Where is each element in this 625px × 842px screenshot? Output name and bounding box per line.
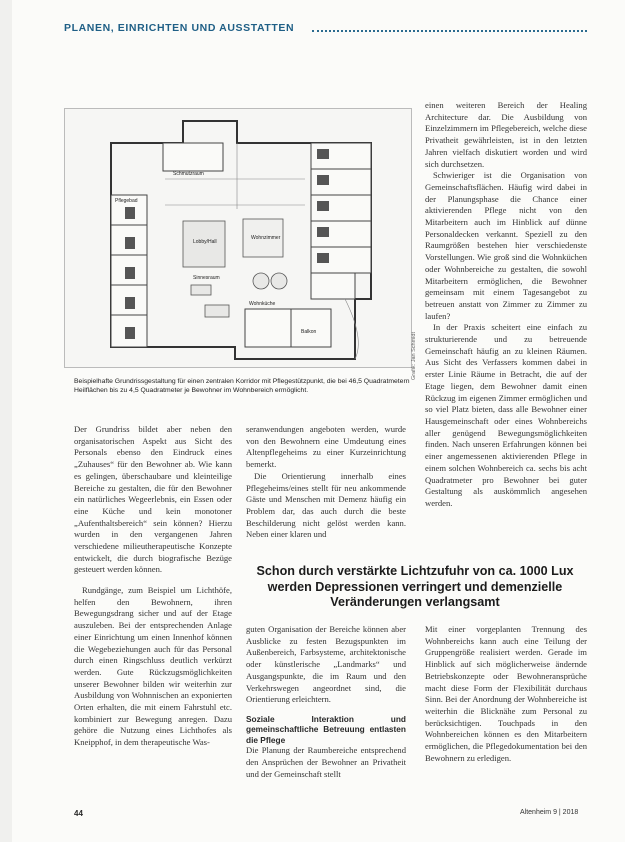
column-3-bottom (425, 624, 587, 764)
paragraph: Die Planung der Raumbereiche entsprechend den Ansprüchen der Bewohner an Privatheit und der Gemeinschaft stellt (246, 745, 406, 779)
plan-label-lobby: Lobby/Hall (193, 239, 217, 245)
paragraph: In der Praxis scheitert eine einfach zu strukturierende und zu betreuende Gemeinschaft häufig an zu kleinen Räumen. Aus Sicht des Verfassers kommen dabei in erster Linie Räume in Betracht, die auf der Etage liegen, dem Bewohner damit einen Rückzug im eigenen Zimmer ermöglichen und so viel Platz bieten, dass alle Bewohner einer Hausgemeinschaft oder eines Wohnbereichs aller genügend Bewegungsmöglichkeiten finden. Nach unseren Erfahrungen können bei einer angemessenen aktivierenden Pflege in einem solchen Wohnbereich ca. sechs bis acht Quadratmeter pro Bewohner bei guter Gestaltung als auskömmlich angesehen werden. (425, 322, 587, 508)
floor-plan-drawing (65, 109, 411, 367)
plan-label-balkon: Balkon (301, 329, 317, 335)
plan-label-wohnkueche: Wohnküche (249, 301, 276, 307)
column-3-top (425, 100, 587, 510)
figure-caption: Beispielhafte Grundrissgestaltung für einen zentralen Korridor mit Pflegestützpunkt, die bei 46,5 Quadratmetern Heilflächen bis zu 4,5 Quadratmeter je Bewohner im Wohnbereich ermöglicht. (74, 378, 410, 395)
image-credit: Grafik: Jan Schmidt (411, 332, 417, 380)
column-1-bottom (74, 585, 232, 749)
column-2-bottom (246, 624, 406, 781)
paragraph: einen weiteren Bereich der Healing Architecture dar. Die Ausbildung von Einzelzimmern im Pflegebereich, welche diese Privatheit gewährleisten, ist in den letzten Jahren vielfach diskutiert worden und wird sich durchsetzen. (425, 100, 587, 169)
column-1-top (74, 424, 232, 576)
paragraph: guten Organisation der Bereiche können aber Ausblicke zu festen Bezugspunkten im Außenbereich, Farbsysteme, architektonische oder künstlerische „Landmarks“ und Ausgangspunkte, die im Raum und den Verkehrswegen angeordnet sind, die Orientierung erleichtern. (246, 624, 406, 705)
plan-label-wohnzimmer: Wohnzimmer (251, 235, 281, 241)
paragraph: seranwendungen angeboten werden, wurde von den Bewohnern eine Umdeutung eines Altenpflegeheims zu einer Kurzeinrichtung bemerkt. (246, 424, 406, 470)
magazine-issue: Altenheim 9 | 2018 (520, 809, 579, 816)
plan-label-sinnesraum: Sinnesraum (193, 275, 220, 281)
plan-label-pflegebad: Pflegebad (115, 198, 138, 204)
paragraph: Mit einer vorgeplanten Trennung des Wohnbereichs kann auch eine Teilung der Gruppengröße realisiert werden. Gerade im Hinblick auf sich möglicherweise ändernde Betriebskonzepte oder Bewohneransprüche macht diese Form der Flexibilität durchaus Sinn. Bei der Anordnung der Wohnbereiche ist weiterhin die Blicknähe zum Personal zu berücksichtigen. Touchpads in den Wohnbereichen können es den Mitarbeitern ermöglichen, die Pflegedokumentation bei den Bewohnern zu erledigen. (425, 624, 587, 763)
paragraph: Rundgänge, zum Beispiel um Lichthöfe, helfen den Bewohnern, ihren Bewegungsdrang sicher und auf der Etage auszuleben. Bei der entsprechenden Anlage einer Einrichtung um einen Innenhof können die Wegebeziehungen auch für das Personal durch einen Ringschluss deutlich verkürzt werden. Gute Rückzugsmöglichkeiten unserer Bewohner bilden wir weiterhin zur Ausbildung von Wohnnischen an exponierten Orten erhalten, die mit einem Fahrstuhl etc. kombiniert zur Bewegung anregen. Dazu gehöre die Nutzung eines Lichthofes als Kneipphof, in dem therapeutische Was- (74, 585, 232, 748)
section-header: PLANEN, EINRICHTEN UND AUSSTATTEN (64, 22, 295, 34)
paragraph: Die Orientierung innerhalb eines Pflegeheims/eines stellt für neu ankommende Gäste und Menschen mit Demenz häufig ein Problem dar, das auch durch die beste Beschilderung nicht gelöst werden kann. Neben einer klaren und (246, 470, 406, 540)
floor-plan-figure (64, 108, 412, 368)
plan-label-schmutzraum: Schmutzraum (173, 171, 204, 177)
paragraph: Schwieriger ist die Organisation von Gemeinschaftsflächen. Häufig wird dabei in der Planungsphase die Chance einer aktivierenden Pflege nicht von den Mitarbeitern auch im Hinblick auf dünne Personaldecken verkannt. Speziell zu den Raumgrößen bestehen hier verschiedenste Vorstellungen. Wie groß sind die Wohnküchen oder Wohnbereiche zu gestalten, die sowohl Mitarbeitern ermöglichen, die Bewohner gemeinsam mit einem Tagesangebot zu betreuen anstatt von Zimmer zu Zimmer zu laufen? (425, 170, 587, 321)
subheading: Soziale Interaktion und gemeinschaftliche Betreuung entlasten die Pflege (246, 713, 406, 745)
paragraph: Der Grundriss bildet aber neben den organisatorischen Aspekt aus Sicht des Personals ebenso den Eindruck eines „Zuhauses“ für den Bewohner ab. Wie kann es gelingen, überschaubare und kleinteilige Bereiche zu gestalten, die für den Bewohner ein natürliches Wegeerlebnis, ein Essen oder eine Küche und kein monotoner „Aufenthaltsbereich“ sein können? Hierzu wurden in den vergangenen Jahren verschiedene milieutherapeutische Konzepte entwickelt, die durch biografische Bezüge gesteuert werden können. (74, 424, 232, 575)
pull-quote: Schon durch verstärkte Lichtzufuhr von ca. 1000 Lux werden Depressionen verringert und demenzielle Veränderungen verlangsamt (256, 564, 574, 610)
header-dotted-rule (312, 30, 587, 32)
page-number: 44 (74, 809, 83, 818)
column-2-top (246, 424, 406, 541)
page-edge-shadow (0, 0, 12, 842)
